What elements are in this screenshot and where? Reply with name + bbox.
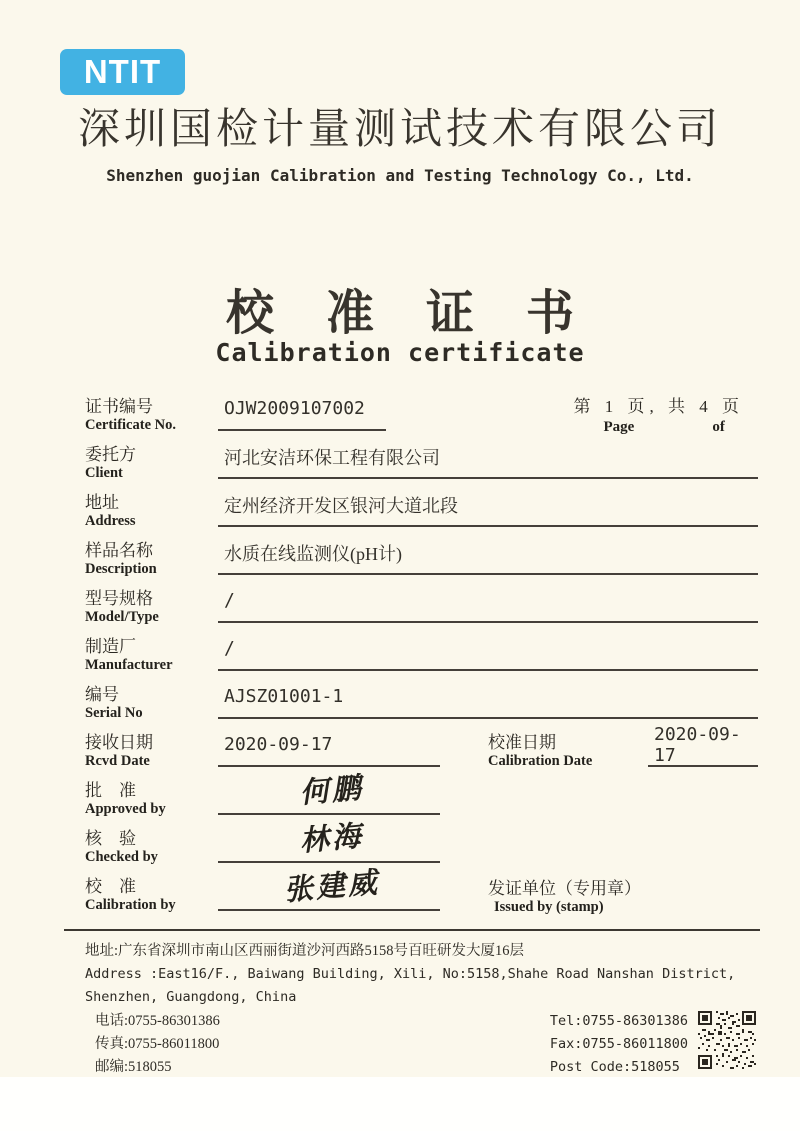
- model-type-label-cn: 型号规格: [85, 589, 153, 608]
- approved-by-label-cn: 批 准: [85, 781, 136, 800]
- row-calibration-by: [85, 868, 758, 916]
- row-model-type: [85, 580, 758, 628]
- certificate-no-value: OJW2009107002: [218, 388, 386, 431]
- calibration-date-label-en: Calibration Date: [488, 753, 593, 769]
- footer-tel-en: Tel:0755-86301386: [549, 1013, 688, 1029]
- ntit-logo: NTIT: [60, 49, 185, 95]
- address-label-en: Address: [85, 513, 136, 529]
- description-label-en: Description: [85, 561, 157, 577]
- checked-by-label-cn: 核 验: [85, 829, 136, 848]
- address-label: [85, 484, 218, 532]
- issued-by-label-cn: 发证单位（专用章）: [488, 879, 641, 898]
- calibration-by-label: [85, 868, 218, 916]
- row-manufacturer: [85, 628, 758, 676]
- rcvd-date-value: 2020-09-17: [218, 724, 440, 767]
- client-label-cn: 委托方: [85, 445, 136, 464]
- certificate-no-label-cn: 证书编号: [85, 397, 153, 416]
- checked-by-label-en: Checked by: [85, 849, 158, 865]
- certificate-title-en: Calibration certificate: [215, 338, 585, 367]
- row-dates: [85, 724, 758, 772]
- page-label: Page: [603, 419, 635, 435]
- serial-no-value: AJSZ01001-1: [218, 676, 758, 719]
- approved-by-signature: 何鹏: [298, 772, 366, 810]
- scan-bottom-margin: [0, 1077, 800, 1131]
- model-type-label: [85, 580, 218, 628]
- company-name-en: Shenzhen guojian Calibration and Testing Technology Co., Ltd.: [106, 166, 694, 185]
- footer-fax-cn: 传真:0755-86011800: [95, 1036, 220, 1052]
- footer-contact: [85, 1010, 760, 1079]
- of-label: of: [712, 419, 725, 435]
- certificate-no-label: [85, 388, 218, 436]
- calibration-date-label: [488, 724, 640, 772]
- qr-code-icon: [698, 1011, 756, 1069]
- client-value: 河北安洁环保工程有限公司: [218, 436, 758, 479]
- page-info-en: [574, 419, 745, 436]
- row-approved-by: [85, 772, 758, 820]
- rcvd-date-label-cn: 接收日期: [85, 733, 153, 752]
- serial-no-label-en: Serial No: [85, 705, 143, 721]
- row-certificate-no: [85, 388, 758, 436]
- manufacturer-label-en: Manufacturer: [85, 657, 173, 673]
- footer-contact-cn: [85, 1010, 220, 1079]
- description-value: 水质在线监测仪(pH计): [218, 532, 758, 575]
- checked-by-signature-line: [218, 820, 440, 863]
- row-description: [85, 532, 758, 580]
- model-type-label-en: Model/Type: [85, 609, 159, 625]
- checked-by-label: [85, 820, 218, 868]
- approved-by-label: [85, 772, 218, 820]
- manufacturer-label: [85, 628, 218, 676]
- footer: [85, 940, 760, 1079]
- row-serial-no: [85, 676, 758, 724]
- certificate-no-label-en: Certificate No.: [85, 417, 176, 433]
- company-name-cn: 深圳国检计量测试技术有限公司: [77, 107, 722, 153]
- description-label-cn: 样品名称: [85, 541, 153, 560]
- issued-by-block: [488, 868, 758, 916]
- footer-phone-cn: 电话:0755-86301386: [95, 1013, 220, 1029]
- calibration-date-value: 2020-09-17: [648, 724, 758, 767]
- serial-no-label-cn: 编号: [85, 685, 119, 704]
- calibration-date-label-cn: 校准日期: [488, 733, 556, 752]
- footer-contact-en: [550, 1010, 688, 1079]
- certificate-form: [85, 388, 758, 916]
- calibration-by-label-en: Calibration by: [85, 897, 176, 913]
- description-label: [85, 532, 218, 580]
- page-info-cn: 第 1 页, 共 4 页: [573, 397, 744, 416]
- calibration-by-signature: 张建威: [282, 866, 382, 908]
- certificate-title-cn: 校准证书: [225, 287, 626, 340]
- page-info: [574, 388, 759, 436]
- calibration-by-label-cn: 校 准: [85, 877, 136, 896]
- row-checked-by: [85, 820, 758, 868]
- address-value: 定州经济开发区银河大道北段: [218, 484, 758, 527]
- row-client: [85, 436, 758, 484]
- rcvd-date-label: [85, 724, 218, 772]
- approved-by-signature-line: [218, 772, 440, 815]
- footer-fax-en: Fax:0755-86011800: [549, 1036, 688, 1052]
- serial-no-label: [85, 676, 218, 724]
- approved-by-label-en: Approved by: [85, 801, 166, 817]
- address-label-cn: 地址: [85, 493, 119, 512]
- client-label: [85, 436, 218, 484]
- checked-by-signature: 林海: [298, 820, 366, 858]
- footer-divider: [64, 929, 760, 931]
- manufacturer-label-cn: 制造厂: [85, 637, 136, 656]
- client-label-en: Client: [85, 465, 123, 481]
- rcvd-date-label-en: Rcvd Date: [85, 753, 150, 769]
- model-type-value: /: [218, 580, 758, 623]
- footer-address-cn: 地址:广东省深圳市南山区西丽街道沙河西路5158号百旺研发大厦16层: [85, 943, 525, 959]
- calibration-by-signature-line: [218, 868, 440, 911]
- row-address: [85, 484, 758, 532]
- footer-post-en: Post Code:518055: [549, 1059, 680, 1075]
- manufacturer-value: /: [218, 628, 758, 671]
- footer-address-en: Address :East16/F., Baiwang Building, Xili, No:5158,Shahe Road Nanshan District, Shenzhen, Guangdong, China: [85, 966, 736, 1005]
- footer-post-cn: 邮编:518055: [95, 1059, 172, 1075]
- issued-by-label-en: Issued by (stamp): [494, 899, 604, 915]
